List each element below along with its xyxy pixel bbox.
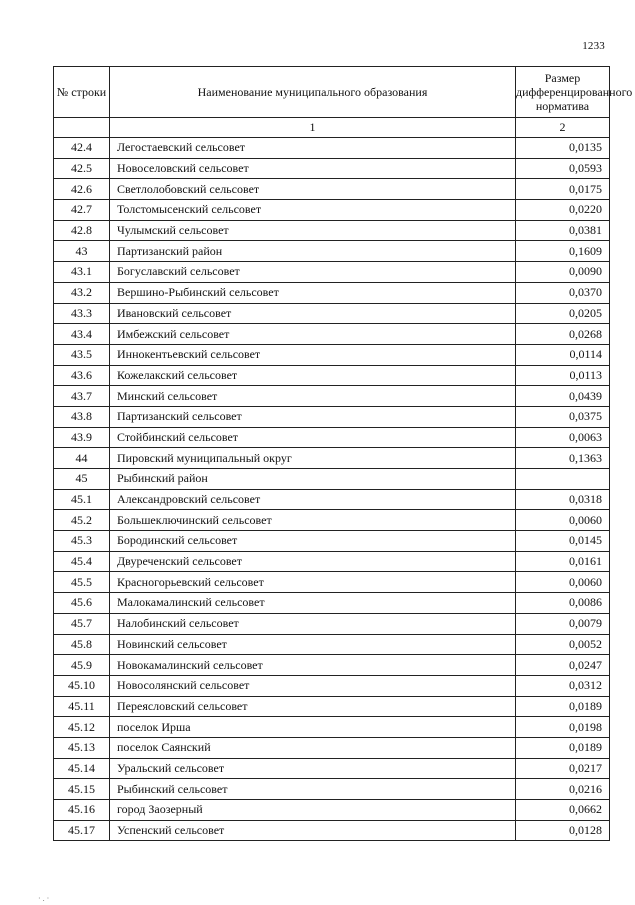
table-row (54, 448, 610, 469)
municipality-name: Красногорьевский сельсовет (110, 572, 516, 593)
row-number: 43.7 (54, 386, 110, 407)
row-number: 45.8 (54, 634, 110, 655)
municipality-name: Имбежский сельсовет (110, 324, 516, 345)
municipality-name: Минский сельсовет (110, 386, 516, 407)
row-number: 45.11 (54, 696, 110, 717)
normative-value: 0,0175 (516, 179, 610, 200)
row-number: 43.4 (54, 324, 110, 345)
row-number: 42.6 (54, 179, 110, 200)
row-number: 42.4 (54, 138, 110, 159)
row-number: 45.12 (54, 717, 110, 738)
normative-value: 0,0247 (516, 655, 610, 676)
header-row-number: № строки (54, 67, 110, 118)
row-number: 45.13 (54, 737, 110, 758)
row-number: 43.8 (54, 406, 110, 427)
municipality-name: Налобинский сельсовет (110, 613, 516, 634)
row-number: 45.14 (54, 758, 110, 779)
header-municipality-name: Наименование муниципального образования (110, 67, 516, 118)
municipality-name: Светлолобовский сельсовет (110, 179, 516, 200)
normative-value: 0,0198 (516, 717, 610, 738)
row-number: 43.6 (54, 365, 110, 386)
normative-value: 0,0135 (516, 138, 610, 159)
municipality-name: Ивановский сельсовет (110, 303, 516, 324)
table-row (54, 593, 610, 614)
row-number: 42.7 (54, 200, 110, 221)
normative-value: 0,0086 (516, 593, 610, 614)
municipality-name: Партизанский район (110, 241, 516, 262)
municipality-name: Успенский сельсовет (110, 820, 516, 841)
table-row (54, 469, 610, 490)
municipality-name: Вершино-Рыбинский сельсовет (110, 282, 516, 303)
municipality-name: Уральский сельсовет (110, 758, 516, 779)
normative-value: 0,0216 (516, 779, 610, 800)
table-row (54, 800, 610, 821)
row-number: 45.2 (54, 510, 110, 531)
table-row (54, 241, 610, 262)
normative-value: 0,0220 (516, 200, 610, 221)
index-cell-value: 2 (516, 118, 610, 138)
municipality-name: Пировский муниципальный округ (110, 448, 516, 469)
normative-value: 0,0205 (516, 303, 610, 324)
normative-value: 0,0052 (516, 634, 610, 655)
table-row (54, 572, 610, 593)
normative-value: 0,0113 (516, 365, 610, 386)
footer-marks: · . · (38, 894, 50, 903)
normative-value: 0,0312 (516, 675, 610, 696)
table-header-row (54, 67, 610, 118)
normative-value: 0,0189 (516, 696, 610, 717)
row-number: 45.15 (54, 779, 110, 800)
municipality-name: Бородинский сельсовет (110, 531, 516, 552)
table-body (54, 138, 610, 841)
index-cell-name: 1 (110, 118, 516, 138)
table-row (54, 386, 610, 407)
normative-value: 0,0090 (516, 262, 610, 283)
municipality-name: Рыбинский сельсовет (110, 779, 516, 800)
normative-value: 0,0114 (516, 344, 610, 365)
normative-value: 0,0318 (516, 489, 610, 510)
normative-value: 0,0268 (516, 324, 610, 345)
row-number: 45.7 (54, 613, 110, 634)
table-row (54, 179, 610, 200)
row-number: 42.5 (54, 158, 110, 179)
index-cell-empty (54, 118, 110, 138)
table-row (54, 427, 610, 448)
table-row (54, 324, 610, 345)
table-row (54, 303, 610, 324)
normative-value: 0,0060 (516, 510, 610, 531)
normative-value: 0,1363 (516, 448, 610, 469)
table-row (54, 820, 610, 841)
table-row (54, 138, 610, 159)
table-row (54, 634, 610, 655)
row-number: 43.2 (54, 282, 110, 303)
municipality-name: Малокамалинский сельсовет (110, 593, 516, 614)
municipality-name: Переясловский сельсовет (110, 696, 516, 717)
table-row (54, 613, 610, 634)
normative-value: 0,0161 (516, 551, 610, 572)
row-number: 43.5 (54, 344, 110, 365)
table-row (54, 675, 610, 696)
normative-value: 0,0128 (516, 820, 610, 841)
normative-value: 0,0593 (516, 158, 610, 179)
municipality-name: Толстомысенский сельсовет (110, 200, 516, 221)
row-number: 45.9 (54, 655, 110, 676)
table-row (54, 531, 610, 552)
row-number: 45.16 (54, 800, 110, 821)
municipality-name: Партизанский сельсовет (110, 406, 516, 427)
row-number: 42.8 (54, 220, 110, 241)
table-row (54, 262, 610, 283)
municipality-name: Двуреченский сельсовет (110, 551, 516, 572)
row-number: 45.10 (54, 675, 110, 696)
normative-value: 0,0439 (516, 386, 610, 407)
municipality-name: Чулымский сельсовет (110, 220, 516, 241)
normative-value (516, 469, 610, 490)
row-number: 45 (54, 469, 110, 490)
normative-value: 0,0189 (516, 737, 610, 758)
municipality-name: Большеключинский сельсовет (110, 510, 516, 531)
table-row (54, 406, 610, 427)
table-row (54, 655, 610, 676)
table-row (54, 344, 610, 365)
normative-table (53, 66, 633, 841)
table-row (54, 758, 610, 779)
row-number: 45.17 (54, 820, 110, 841)
page-number: 1233 (582, 40, 605, 52)
municipality-name: Стойбинский сельсовет (110, 427, 516, 448)
municipality-name: Рыбинский район (110, 469, 516, 490)
row-number: 45.5 (54, 572, 110, 593)
municipality-name: Александровский сельсовет (110, 489, 516, 510)
table-row (54, 551, 610, 572)
table-row (54, 737, 610, 758)
normative-value: 0,0063 (516, 427, 610, 448)
municipality-name: Кожелакский сельсовет (110, 365, 516, 386)
row-number: 45.3 (54, 531, 110, 552)
normative-value: 0,1609 (516, 241, 610, 262)
table-row (54, 282, 610, 303)
normative-value: 0,0381 (516, 220, 610, 241)
row-number: 43.3 (54, 303, 110, 324)
table-row (54, 489, 610, 510)
normative-value: 0,0145 (516, 531, 610, 552)
municipality-name: город Заозерный (110, 800, 516, 821)
municipality-name: Новокамалинский сельсовет (110, 655, 516, 676)
table-row (54, 779, 610, 800)
municipality-name: Новосолянский сельсовет (110, 675, 516, 696)
header-normative-size: Размер дифференцированного норматива (516, 67, 610, 118)
table-index-row (54, 118, 610, 138)
municipality-name: Иннокентьевский сельсовет (110, 344, 516, 365)
row-number: 43.1 (54, 262, 110, 283)
table-row (54, 717, 610, 738)
table-row (54, 696, 610, 717)
row-number: 43 (54, 241, 110, 262)
municipality-name: Богуславский сельсовет (110, 262, 516, 283)
table-row (54, 510, 610, 531)
normative-value: 0,0375 (516, 406, 610, 427)
municipality-name: Новинский сельсовет (110, 634, 516, 655)
table-row (54, 220, 610, 241)
municipality-name: Легостаевский сельсовет (110, 138, 516, 159)
normative-value: 0,0662 (516, 800, 610, 821)
normative-value: 0,0370 (516, 282, 610, 303)
normative-value: 0,0079 (516, 613, 610, 634)
municipality-name: Новоселовский сельсовет (110, 158, 516, 179)
row-number: 43.9 (54, 427, 110, 448)
table-row (54, 158, 610, 179)
municipality-name: поселок Ирша (110, 717, 516, 738)
municipality-name: поселок Саянский (110, 737, 516, 758)
row-number: 44 (54, 448, 110, 469)
normative-value: 0,0217 (516, 758, 610, 779)
row-number: 45.4 (54, 551, 110, 572)
table-row (54, 200, 610, 221)
table-row (54, 365, 610, 386)
row-number: 45.6 (54, 593, 110, 614)
normative-value: 0,0060 (516, 572, 610, 593)
row-number: 45.1 (54, 489, 110, 510)
